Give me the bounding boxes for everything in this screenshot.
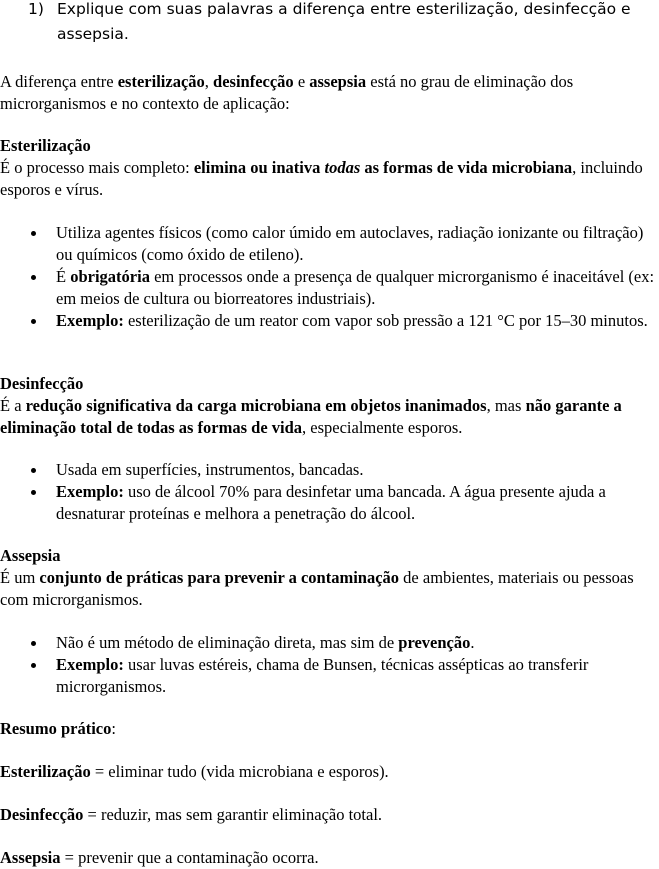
intro-term-desinfeccao: desinfecção	[213, 72, 294, 91]
question-text-line-1: Explique com suas palavras a diferença entre esterilização, desinfecção e	[57, 0, 631, 18]
intro-term-assepsia: assepsia	[309, 72, 367, 91]
assepsia-bullet-list	[0, 632, 659, 698]
bullet-icon	[31, 275, 36, 280]
section-definition: É um conjunto de práticas para prevenir a contaminação de ambientes, materiais ou pessoas com microrganismos.	[0, 568, 634, 609]
resumo-term: Esterilização	[0, 762, 91, 781]
list-item: Não é um método de eliminação direta, mas sim de prevenção.	[0, 632, 659, 654]
desinfeccao-bullet-list	[0, 459, 659, 525]
section-heading: Resumo prático	[0, 719, 112, 738]
list-item: Exemplo: esterilização de um reator com vapor sob pressão a 121 °C por 15–30 minutos.	[0, 310, 659, 332]
question-text	[57, 0, 657, 47]
esterilizacao-bullet-list	[0, 222, 659, 332]
section-heading: Esterilização	[0, 136, 91, 155]
resumo-item: Assepsia = prevenir que a contaminação ocorra.	[0, 848, 319, 867]
section-esterilizacao	[0, 135, 659, 201]
bullet-icon	[31, 641, 36, 646]
section-resumo: Resumo prático:	[0, 719, 116, 738]
question-number: 1)	[28, 0, 44, 18]
intro-text: e	[293, 72, 310, 91]
list-item: Usada em superfícies, instrumentos, bancadas.	[0, 459, 659, 481]
bullet-icon	[31, 490, 36, 495]
intro-text: ,	[204, 72, 214, 91]
section-definition: É a redução significativa da carga microbiana em objetos inanimados, mas não garante a eliminação total de todas as formas de vida, especialmente esporos.	[0, 396, 622, 437]
question-text-line-2: assepsia.	[57, 25, 129, 43]
intro-text: está no grau de eliminação dos microrganismos e no contexto de aplicação:	[0, 72, 574, 113]
section-definition: É o processo mais completo: elimina ou inativa todas as formas de vida microbiana, incluindo esporos e vírus.	[0, 158, 643, 199]
section-assepsia	[0, 545, 659, 611]
section-heading: Desinfecção	[0, 374, 84, 393]
section-desinfeccao	[0, 373, 659, 439]
bullet-icon	[31, 319, 36, 324]
resumo-item: Desinfecção = reduzir, mas sem garantir eliminação total.	[0, 805, 383, 824]
bullet-icon	[31, 468, 36, 473]
list-item: Exemplo: usar luvas estéreis, chama de Bunsen, técnicas assépticas ao transferir microrganismos.	[0, 654, 659, 698]
intro-text: A diferença entre	[0, 72, 118, 91]
section-heading: Assepsia	[0, 546, 61, 565]
resumo-term: Assepsia	[0, 848, 61, 867]
list-item: É obrigatória em processos onde a presença de qualquer microrganismo é inaceitável (ex: em meios de cultura ou biorreatores industriais).	[0, 266, 659, 310]
bullet-icon	[31, 231, 36, 236]
resumo-term: Desinfecção	[0, 805, 84, 824]
bullet-icon	[31, 663, 36, 668]
resumo-item: Esterilização = eliminar tudo (vida microbiana e esporos).	[0, 762, 389, 781]
intro-term-esterilizacao: esterilização	[117, 72, 205, 91]
intro-paragraph	[0, 71, 659, 115]
list-item: Exemplo: uso de álcool 70% para desinfetar uma bancada. A água presente ajuda a desnaturar proteínas e melhora a penetração do álcool.	[0, 481, 659, 525]
list-item: Utiliza agentes físicos (como calor úmido em autoclaves, radiação ionizante ou filtração) ou químicos (como óxido de etileno).	[0, 222, 659, 266]
